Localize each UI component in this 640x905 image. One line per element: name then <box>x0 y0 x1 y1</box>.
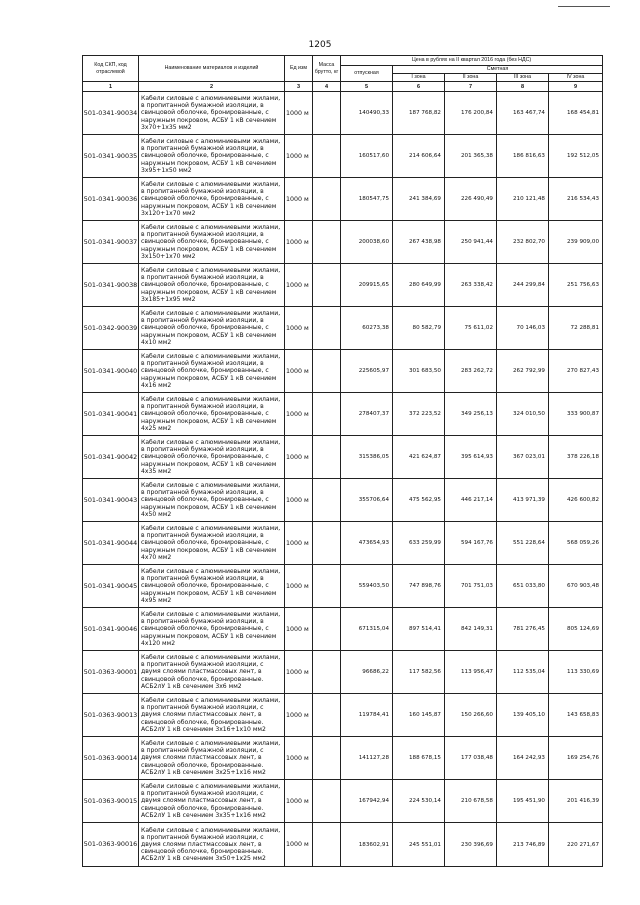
table-row <box>83 608 603 651</box>
table-row <box>83 307 603 350</box>
page-number: 1205 <box>308 40 332 50</box>
row-zone-3-price: 781 276,45 <box>497 608 549 651</box>
row-release-price: 315386,05 <box>341 436 393 479</box>
row-zone-2-price: 201 365,38 <box>445 135 497 178</box>
row-zone-2-price: 210 678,58 <box>445 780 497 823</box>
row-mass <box>313 780 341 823</box>
row-unit: 1000 м <box>285 737 313 780</box>
row-release-price: 559403,50 <box>341 565 393 608</box>
row-zone-3-price: 210 121,48 <box>497 178 549 221</box>
row-zone-2-price: 226 490,49 <box>445 178 497 221</box>
col-number: 2 <box>139 82 285 92</box>
row-name: Кабели силовые с алюминиевыми жилами, в пропитанной бумажной изоляции, в свинцовой оболочке, бронированные, с наружным покровом, АСБУ 1 кВ сечением 4х35 мм2 <box>139 436 285 479</box>
header-zone-4: IV зона <box>549 74 603 82</box>
row-unit: 1000 м <box>285 608 313 651</box>
table-row <box>83 565 603 608</box>
row-code: 501-0341-90046 <box>83 608 139 651</box>
row-zone-1-price: 224 530,14 <box>393 780 445 823</box>
row-zone-4-price: 239 909,00 <box>549 221 603 264</box>
row-zone-2-price: 842 149,31 <box>445 608 497 651</box>
row-unit: 1000 м <box>285 221 313 264</box>
row-unit: 1000 м <box>285 694 313 737</box>
row-name: Кабели силовые с алюминиевыми жилами, в пропитанной бумажной изоляции, с двумя слоями пластмассовых лент, в свинцовой оболочке, бронированные. АСБ2лУ 1 кВ сечением 3х25+1х16 мм2 <box>139 737 285 780</box>
table-row <box>83 393 603 436</box>
col-number: 7 <box>445 82 497 92</box>
header-unit: Ед изм <box>285 56 313 82</box>
row-zone-2-price: 701 751,03 <box>445 565 497 608</box>
row-zone-2-price: 349 256,13 <box>445 393 497 436</box>
row-zone-3-price: 163 467,74 <box>497 92 549 135</box>
row-code: 501-0341-90035 <box>83 135 139 178</box>
row-mass <box>313 135 341 178</box>
row-name: Кабели силовые с алюминиевыми жилами, в пропитанной бумажной изоляции, в свинцовой оболочке, бронированные, с наружным покровом, АСБУ 1 кВ сечением 3х150+1х70 мм2 <box>139 221 285 264</box>
row-zone-1-price: 475 562,95 <box>393 479 445 522</box>
row-mass <box>313 479 341 522</box>
row-name: Кабели силовые с алюминиевыми жилами, в пропитанной бумажной изоляции, с двумя слоями пластмассовых лент, в свинцовой оболочке, бронированные. АСБ2лУ 1 кВ сечением 3х35+1х16 мм2 <box>139 780 285 823</box>
row-mass <box>313 178 341 221</box>
col-number: 4 <box>313 82 341 92</box>
table-row <box>83 350 603 393</box>
row-zone-4-price: 201 416,39 <box>549 780 603 823</box>
table-row <box>83 694 603 737</box>
table-row <box>83 135 603 178</box>
row-release-price: 225605,97 <box>341 350 393 393</box>
row-release-price: 183602,91 <box>341 823 393 867</box>
row-zone-3-price: 139 405,10 <box>497 694 549 737</box>
header-code: Код СКП, код отраслевой <box>83 56 139 82</box>
table-row <box>83 221 603 264</box>
table-row <box>83 264 603 307</box>
row-release-price: 355706,64 <box>341 479 393 522</box>
row-name: Кабели силовые с алюминиевыми жилами, в пропитанной бумажной изоляции, в свинцовой оболочке, бронированные, с наружным покровом, АСБУ 1 кВ сечением 4х25 мм2 <box>139 393 285 436</box>
row-code: 501-0341-90036 <box>83 178 139 221</box>
row-name: Кабели силовые с алюминиевыми жилами, в пропитанной бумажной изоляции, в свинцовой оболочке, бронированные, с наружным покровом, АСБУ 1 кВ сечением 4х16 мм2 <box>139 350 285 393</box>
row-code: 501-0341-90044 <box>83 522 139 565</box>
header-estimate: Сметная <box>393 66 603 74</box>
header-price-title: Цена в рублях на II квартал 2016 года (без НДС) <box>341 56 603 66</box>
row-code: 501-0341-90045 <box>83 565 139 608</box>
row-zone-2-price: 230 396,69 <box>445 823 497 867</box>
row-zone-4-price: 220 271,67 <box>549 823 603 867</box>
row-unit: 1000 м <box>285 651 313 694</box>
row-unit: 1000 м <box>285 565 313 608</box>
row-release-price: 60273,38 <box>341 307 393 350</box>
row-mass <box>313 565 341 608</box>
row-zone-1-price: 117 582,56 <box>393 651 445 694</box>
row-mass <box>313 694 341 737</box>
table-row <box>83 92 603 135</box>
row-zone-1-price: 421 624,87 <box>393 436 445 479</box>
row-zone-3-price: 195 451,90 <box>497 780 549 823</box>
row-mass <box>313 221 341 264</box>
row-zone-4-price: 72 288,81 <box>549 307 603 350</box>
price-table <box>82 55 603 867</box>
row-unit: 1000 м <box>285 92 313 135</box>
row-unit: 1000 м <box>285 823 313 867</box>
row-zone-1-price: 897 514,41 <box>393 608 445 651</box>
table-row <box>83 737 603 780</box>
header-mass: Масса брутто, кг <box>313 56 341 82</box>
row-name: Кабели силовые с алюминиевыми жилами, в пропитанной бумажной изоляции, в свинцовой оболочке, бронированные, с наружным покровом, АСБУ 1 кВ сечением 4х95 мм2 <box>139 565 285 608</box>
table-row <box>83 823 603 867</box>
row-zone-1-price: 301 683,50 <box>393 350 445 393</box>
col-number: 9 <box>549 82 603 92</box>
row-release-price: 473654,93 <box>341 522 393 565</box>
row-zone-1-price: 372 223,52 <box>393 393 445 436</box>
row-zone-4-price: 251 756,63 <box>549 264 603 307</box>
row-code: 501-0341-90038 <box>83 264 139 307</box>
row-code: 501-0363-90001 <box>83 651 139 694</box>
row-release-price: 200038,60 <box>341 221 393 264</box>
table-row <box>83 178 603 221</box>
row-zone-3-price: 324 010,50 <box>497 393 549 436</box>
row-name: Кабели силовые с алюминиевыми жилами, в пропитанной бумажной изоляции, в свинцовой оболочке, бронированные, с наружным покровом, АСБУ 1 кВ сечением 3х70+1х35 мм2 <box>139 92 285 135</box>
row-code: 501-0341-90040 <box>83 350 139 393</box>
row-zone-2-price: 263 338,42 <box>445 264 497 307</box>
row-zone-1-price: 280 649,99 <box>393 264 445 307</box>
row-mass <box>313 307 341 350</box>
row-name: Кабели силовые с алюминиевыми жилами, в пропитанной бумажной изоляции, с двумя слоями пластмассовых лент, в свинцовой оболочке, бронированные. АСБ2лУ 1 кВ сечением 3х6 мм2 <box>139 651 285 694</box>
row-zone-3-price: 213 746,89 <box>497 823 549 867</box>
row-release-price: 140490,33 <box>341 92 393 135</box>
corner-rule <box>558 6 610 7</box>
row-name: Кабели силовые с алюминиевыми жилами, в пропитанной бумажной изоляции, в свинцовой оболочке, бронированные, с наружным покровом, АСБУ 1 кВ сечением 3х95+1х50 мм2 <box>139 135 285 178</box>
row-code: 501-0341-90042 <box>83 436 139 479</box>
row-unit: 1000 м <box>285 178 313 221</box>
row-unit: 1000 м <box>285 307 313 350</box>
row-zone-1-price: 214 606,64 <box>393 135 445 178</box>
row-name: Кабели силовые с алюминиевыми жилами, в пропитанной бумажной изоляции, с двумя слоями пластмассовых лент, в свинцовой оболочке, бронированные. АСБ2лУ 1 кВ сечением 3х50+1х25 мм2 <box>139 823 285 867</box>
row-unit: 1000 м <box>285 350 313 393</box>
row-mass <box>313 522 341 565</box>
row-zone-4-price: 168 454,81 <box>549 92 603 135</box>
row-zone-3-price: 413 971,39 <box>497 479 549 522</box>
table-row <box>83 522 603 565</box>
row-mass <box>313 350 341 393</box>
column-number-row <box>83 82 603 92</box>
row-release-price: 96686,22 <box>341 651 393 694</box>
row-unit: 1000 м <box>285 264 313 307</box>
row-zone-2-price: 176 200,84 <box>445 92 497 135</box>
row-code: 501-0342-90039 <box>83 307 139 350</box>
row-code: 501-0363-90015 <box>83 780 139 823</box>
row-release-price: 141127,28 <box>341 737 393 780</box>
row-zone-2-price: 446 217,14 <box>445 479 497 522</box>
row-zone-4-price: 113 330,69 <box>549 651 603 694</box>
row-code: 501-0363-90016 <box>83 823 139 867</box>
header-zone-1: I зона <box>393 74 445 82</box>
row-name: Кабели силовые с алюминиевыми жилами, в пропитанной бумажной изоляции, в свинцовой оболочке, бронированные, с наружным покровом, АСБУ 1 кВ сечением 4х50 мм2 <box>139 479 285 522</box>
row-zone-4-price: 143 658,83 <box>549 694 603 737</box>
row-zone-3-price: 262 792,99 <box>497 350 549 393</box>
row-release-price: 209915,65 <box>341 264 393 307</box>
row-zone-3-price: 244 299,84 <box>497 264 549 307</box>
row-unit: 1000 м <box>285 522 313 565</box>
row-zone-1-price: 187 768,82 <box>393 92 445 135</box>
row-name: Кабели силовые с алюминиевыми жилами, в пропитанной бумажной изоляции, в свинцовой оболочке, бронированные, с наружным покровом, АСБУ 1 кВ сечением 3х185+1х95 мм2 <box>139 264 285 307</box>
row-zone-2-price: 113 956,47 <box>445 651 497 694</box>
header-name: Наименование материалов и изделий <box>139 56 285 82</box>
row-mass <box>313 436 341 479</box>
row-zone-4-price: 192 512,05 <box>549 135 603 178</box>
col-number: 8 <box>497 82 549 92</box>
row-zone-2-price: 250 941,44 <box>445 221 497 264</box>
row-mass <box>313 651 341 694</box>
row-zone-3-price: 164 242,93 <box>497 737 549 780</box>
row-zone-1-price: 633 259,99 <box>393 522 445 565</box>
table-row <box>83 651 603 694</box>
row-zone-3-price: 112 535,04 <box>497 651 549 694</box>
row-mass <box>313 608 341 651</box>
row-mass <box>313 823 341 867</box>
row-release-price: 278407,37 <box>341 393 393 436</box>
row-zone-3-price: 651 033,80 <box>497 565 549 608</box>
table-row <box>83 780 603 823</box>
row-unit: 1000 м <box>285 436 313 479</box>
row-zone-3-price: 186 816,63 <box>497 135 549 178</box>
row-unit: 1000 м <box>285 780 313 823</box>
row-zone-4-price: 805 124,69 <box>549 608 603 651</box>
row-zone-4-price: 216 534,43 <box>549 178 603 221</box>
row-zone-1-price: 80 582,79 <box>393 307 445 350</box>
row-zone-1-price: 245 551,01 <box>393 823 445 867</box>
row-zone-2-price: 395 614,93 <box>445 436 497 479</box>
row-zone-3-price: 367 023,01 <box>497 436 549 479</box>
header-release: отпускная <box>341 66 393 82</box>
header-zone-3: III зона <box>497 74 549 82</box>
row-unit: 1000 м <box>285 393 313 436</box>
col-number: 5 <box>341 82 393 92</box>
row-zone-3-price: 232 802,70 <box>497 221 549 264</box>
row-zone-2-price: 150 266,60 <box>445 694 497 737</box>
row-name: Кабели силовые с алюминиевыми жилами, в пропитанной бумажной изоляции, в свинцовой оболочке, бронированные, с наружным покровом, АСБУ 1 кВ сечением 4х10 мм2 <box>139 307 285 350</box>
table-row <box>83 436 603 479</box>
row-zone-1-price: 241 384,69 <box>393 178 445 221</box>
row-mass <box>313 92 341 135</box>
row-unit: 1000 м <box>285 479 313 522</box>
row-mass <box>313 737 341 780</box>
row-mass <box>313 264 341 307</box>
row-release-price: 671315,04 <box>341 608 393 651</box>
row-code: 501-0341-90037 <box>83 221 139 264</box>
row-zone-2-price: 594 167,76 <box>445 522 497 565</box>
row-zone-4-price: 270 827,43 <box>549 350 603 393</box>
col-number: 6 <box>393 82 445 92</box>
row-release-price: 167942,94 <box>341 780 393 823</box>
col-number: 1 <box>83 82 139 92</box>
row-zone-4-price: 670 903,48 <box>549 565 603 608</box>
row-code: 501-0341-90041 <box>83 393 139 436</box>
row-zone-2-price: 75 611,02 <box>445 307 497 350</box>
row-zone-4-price: 568 059,26 <box>549 522 603 565</box>
row-code: 501-0341-90043 <box>83 479 139 522</box>
row-release-price: 180547,75 <box>341 178 393 221</box>
row-zone-1-price: 160 145,87 <box>393 694 445 737</box>
row-zone-2-price: 177 038,48 <box>445 737 497 780</box>
row-code: 501-0363-90013 <box>83 694 139 737</box>
header-zone-2: II зона <box>445 74 497 82</box>
row-code: 501-0341-90034 <box>83 92 139 135</box>
row-zone-4-price: 426 600,82 <box>549 479 603 522</box>
row-release-price: 119784,41 <box>341 694 393 737</box>
row-code: 501-0363-90014 <box>83 737 139 780</box>
row-zone-1-price: 267 438,98 <box>393 221 445 264</box>
row-zone-4-price: 169 254,76 <box>549 737 603 780</box>
row-zone-1-price: 188 678,15 <box>393 737 445 780</box>
col-number: 3 <box>285 82 313 92</box>
row-name: Кабели силовые с алюминиевыми жилами, в пропитанной бумажной изоляции, в свинцовой оболочке, бронированные, с наружным покровом, АСБУ 1 кВ сечением 3х120+1х70 мм2 <box>139 178 285 221</box>
row-zone-3-price: 551 228,64 <box>497 522 549 565</box>
row-zone-2-price: 283 262,72 <box>445 350 497 393</box>
row-zone-4-price: 378 226,18 <box>549 436 603 479</box>
row-release-price: 160517,60 <box>341 135 393 178</box>
row-name: Кабели силовые с алюминиевыми жилами, в пропитанной бумажной изоляции, в свинцовой оболочке, бронированные, с наружным покровом, АСБУ 1 кВ сечением 4х120 мм2 <box>139 608 285 651</box>
row-zone-1-price: 747 898,76 <box>393 565 445 608</box>
row-name: Кабели силовые с алюминиевыми жилами, в пропитанной бумажной изоляции, в свинцовой оболочке, бронированные, с наружным покровом, АСБУ 1 кВ сечением 4х70 мм2 <box>139 522 285 565</box>
row-name: Кабели силовые с алюминиевыми жилами, в пропитанной бумажной изоляции, с двумя слоями пластмассовых лент, в свинцовой оболочке, бронированные. АСБ2лУ 1 кВ сечением 3х16+1х10 мм2 <box>139 694 285 737</box>
row-mass <box>313 393 341 436</box>
table-row <box>83 479 603 522</box>
row-zone-3-price: 70 146,03 <box>497 307 549 350</box>
row-unit: 1000 м <box>285 135 313 178</box>
row-zone-4-price: 333 900,87 <box>549 393 603 436</box>
